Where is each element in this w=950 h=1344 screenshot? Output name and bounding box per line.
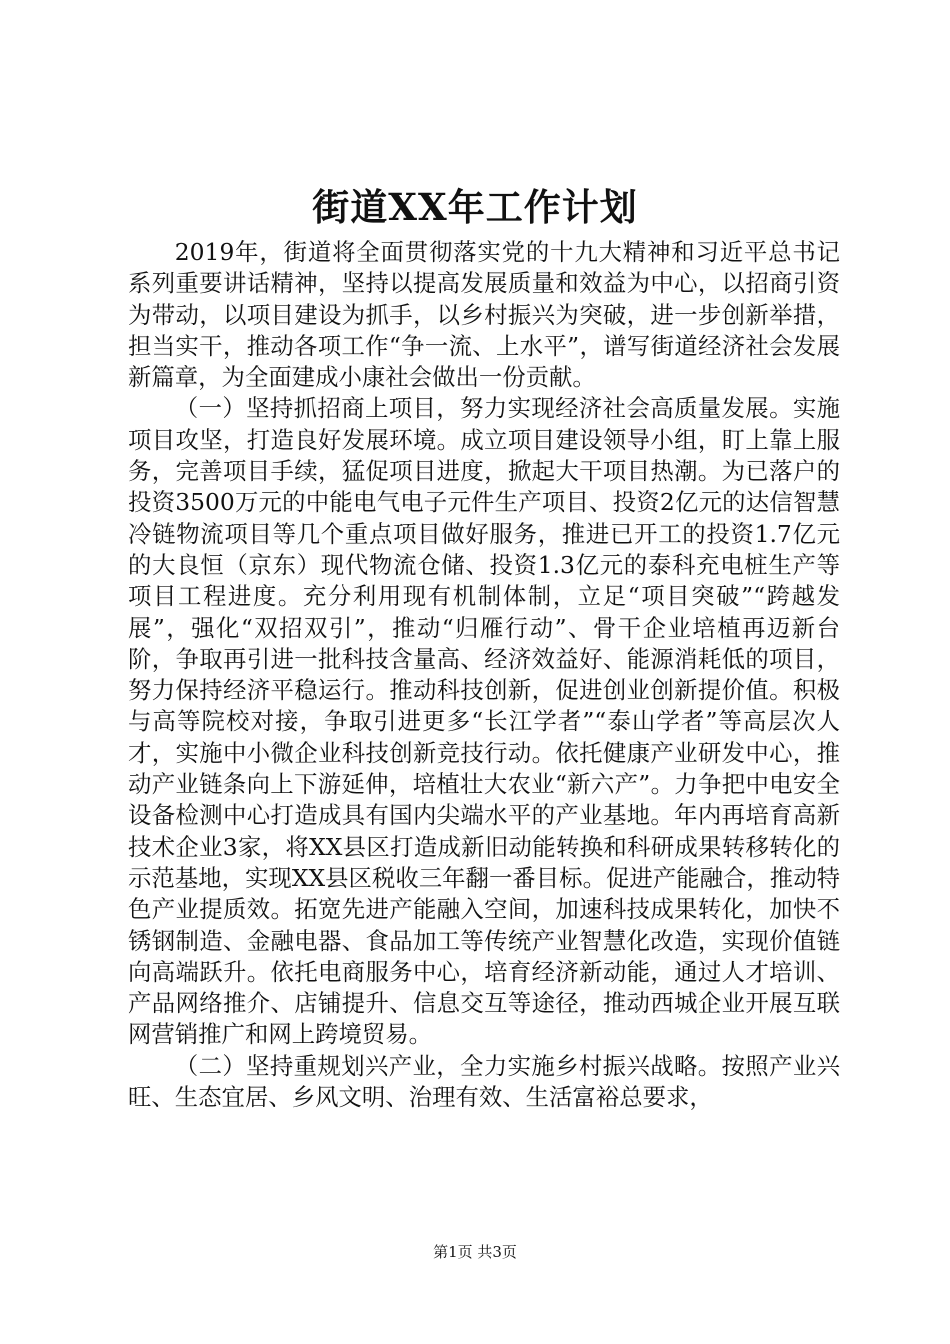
document-body — [128, 237, 840, 1113]
paragraph-section-2: （二）坚持重规划兴产业，全力实施乡村振兴战略。按照产业兴旺、生态宜居、乡风文明、治理有效、生活富裕总要求， — [128, 1051, 840, 1112]
paragraph-section-1: （一）坚持抓招商上项目，努力实现经济社会高质量发展。实施项目攻坚，打造良好发展环境。成立项目建设领导小组，盯上靠上服务，完善项目手续，猛促项目进度，掀起大干项目热潮。为已落户的投资3500万元的中能电气电子元件生产项目、投资2亿元的达信智慧冷链物流项目等几个重点项目做好服务，推进已开工的投资1.7亿元的大良恒（京东）现代物流仓储、投资1.3亿元的泰科充电桩生产等项目工程进度。充分利用现有机制体制，立足“项目突破”“跨越发展”，强化“双招双引”，推动“归雁行动”、骨干企业培植再迈新台阶，争取再引进一批科技含量高、经济效益好、能源消耗低的项目，努力保持经济平稳运行。推动科技创新，促进创业创新提价值。积极与高等院校对接，争取引进更多“长江学者”“泰山学者”等高层次人才，实施中小微企业科技创新竞技行动。依托健康产业研发中心，推动产业链条向上下游延伸，培植壮大农业“新六产”。力争把中电安全设备检测中心打造成具有国内尖端水平的产业基地。年内再培育高新技术企业3家，将XX县区打造成新旧动能转换和科研成果转移转化的示范基地，实现XX县区税收三年翻一番目标。促进产能融合，推动特色产业提质效。拓宽先进产能融入空间，加速科技成果转化，加快不锈钢制造、金融电器、食品加工等传统产业智慧化改造，实现价值链向高端跃升。依托电商服务中心，培育经济新动能，通过人才培训、产品网络推介、店铺提升、信息交互等途径，推动西城企业开展互联网营销推广和网上跨境贸易。 — [128, 394, 840, 1049]
paragraph-intro: 2019年，街道将全面贯彻落实党的十九大精神和习近平总书记系列重要讲话精神，坚持以提高发展质量和效益为中心，以招商引资为带动，以项目建设为抓手，以乡村振兴为突破，进一步创新举措，担当实干，推动各项工作“争一流、上水平”，谱写街道经济社会发展新篇章，为全面建成小康社会做出一份贡献。 — [128, 238, 840, 392]
page-number-footer: 第1页 共3页 — [433, 1243, 517, 1261]
document-title: 街道XX年工作计划 — [312, 185, 638, 229]
